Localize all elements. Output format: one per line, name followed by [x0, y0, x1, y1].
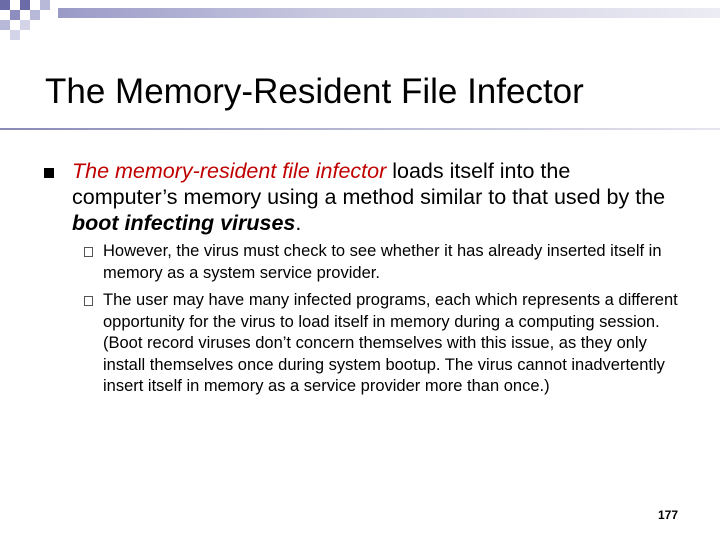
- page-number: 177: [657, 508, 678, 522]
- checker-square: [10, 30, 20, 40]
- decorative-checker-pattern: [0, 0, 60, 50]
- main-bullet-text: [72, 158, 672, 236]
- checker-square: [0, 0, 10, 10]
- checker-square: [10, 10, 20, 20]
- slide-title: The Memory-Resident File Infector: [45, 72, 584, 111]
- checker-square: [20, 20, 30, 30]
- checker-square: [30, 10, 40, 20]
- square-bullet-icon: [44, 168, 54, 178]
- hollow-square-bullet-icon: [84, 296, 93, 306]
- bullet-text-part: .: [295, 211, 302, 235]
- highlighted-term: The memory-resident file infector: [72, 159, 387, 183]
- checker-square: [40, 0, 50, 10]
- sub-bullet-text: The user may have many infected programs, each which represents a different opportunity for the virus to load itself in memory during a computing session. (Boot record viruses don’t concern themselves with this issue, as they only install themselves once during system bootup. The virus cannot inadvertently insert itself in memory as a service provider more than once.): [103, 291, 678, 395]
- checker-square: [20, 0, 30, 10]
- title-divider: [0, 128, 720, 130]
- bullet-text-part: loads itself into the computer’s memory using a method similar to that used by the: [72, 159, 666, 209]
- sub-bullet-text: However, the virus must check to see whether it has already inserted itself in memory as a system service provider.: [103, 242, 662, 282]
- header-gradient-bar: [58, 8, 720, 18]
- checker-square: [0, 20, 10, 30]
- hollow-square-bullet-icon: [84, 247, 93, 257]
- emphasized-term: boot infecting viruses: [72, 211, 296, 235]
